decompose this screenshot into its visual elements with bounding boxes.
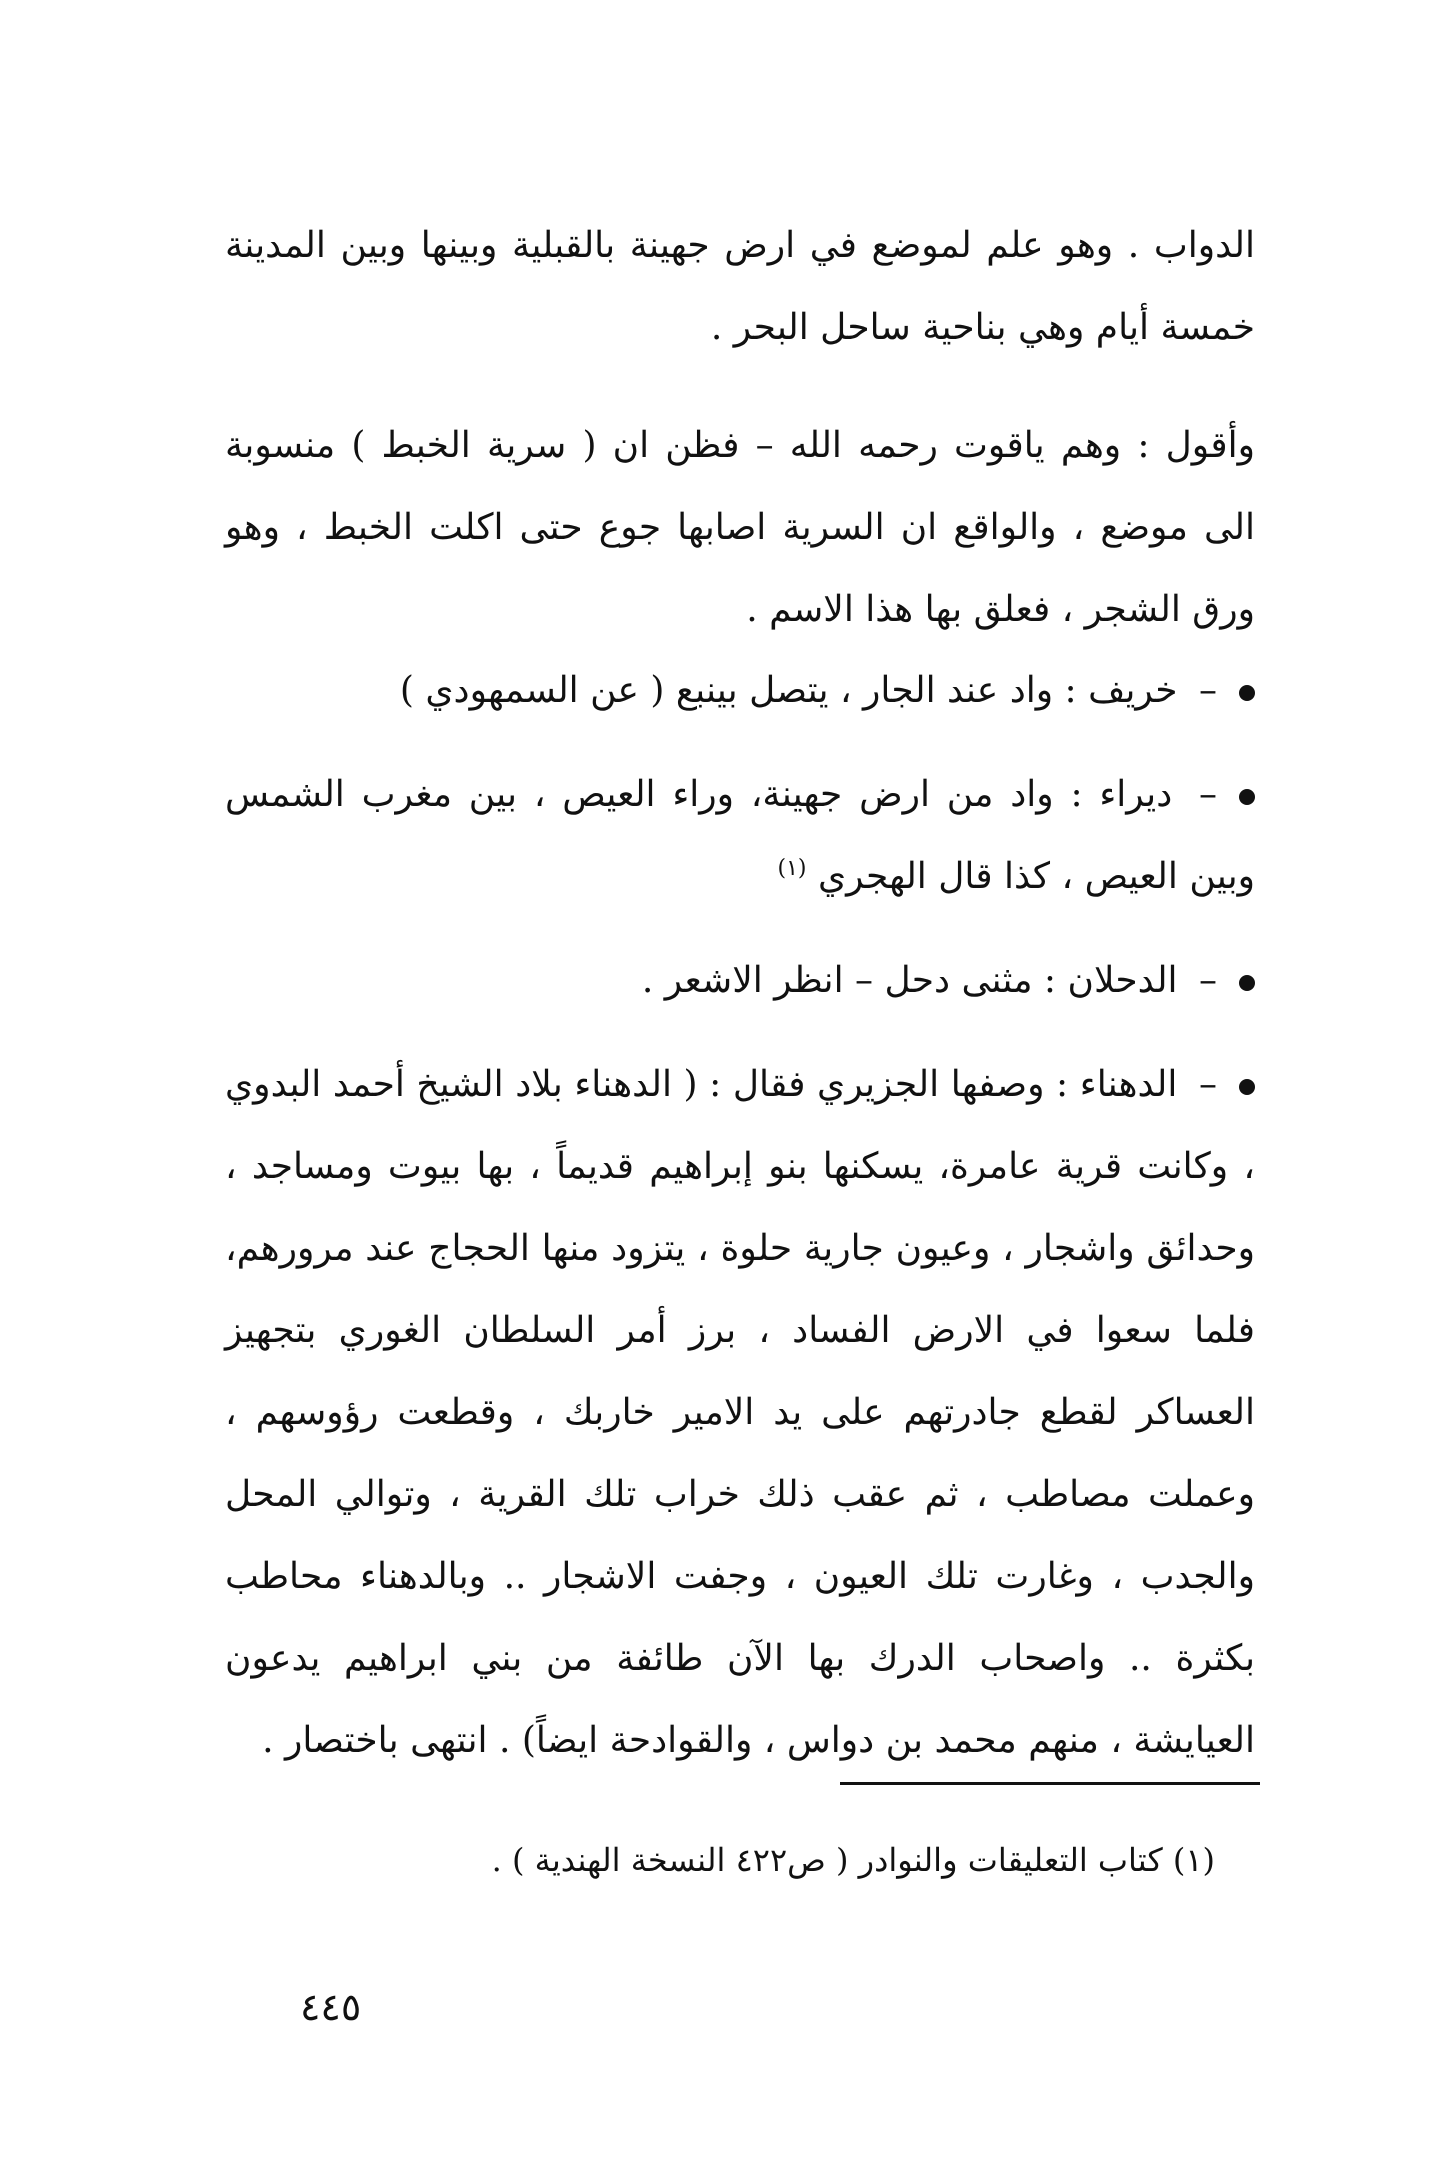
list-item — [225, 754, 1255, 918]
entry-text: : وصفها الجزيري فقال : ( الدهناء بلاد الشيخ أحمد البدوي ، وكانت قرية عامرة، يسكنها بنو إبراهيم قديماً ، بها بيوت ومساجد ، وحدائق واشجار ، وعيون جارية حلوة ، يتزود منها الحجاج عند مرورهم، فلما سعوا في الارض الفساد ، برز أمر السلطان الغوري بتجهيز العساكر لقطع جادرتهم على يد الامير خاربك ، وقطعت رؤوسهم ، وعملت مصاطب ، ثم عقب ذلك خراب تلك القرية ، وتوالي المحل والجدب ، وغارت تلك العيون ، وجفت الاشجار .. وبالدهناء محاطب بكثرة .. واصحاب الدرك بها الآن طائفة من بني ابراهيم يدعون العيايشة ، منهم محمد بن دواس ، والقوادحة ايضاً) . انتهى باختصار . — [225, 1064, 1255, 1761]
dash: – — [1199, 960, 1217, 1001]
bullet-icon — [1239, 975, 1255, 991]
footnote-text: (١) كتاب التعليقات والنوادر ( ص٤٢٢ النسخة الهندية ) . — [491, 1841, 1215, 1879]
entry-head: الدهناء — [1079, 1064, 1178, 1105]
footnote — [225, 1830, 1215, 1890]
entry-head: الدحلان — [1067, 960, 1178, 1001]
paragraph-text: وأقول : وهم ياقوت رحمه الله – فظن ان ( سرية الخبط ) منسوبة الى موضع ، والواقع ان السرية اصابها جوع حتى اكلت الخبط ، وهو ورق الشجر ، فعلق بها هذا الاسم . — [225, 425, 1255, 630]
list-item — [225, 1044, 1255, 1782]
footnote-ref[interactable]: (١) — [777, 856, 807, 881]
entry-text: : واد عند الجار ، يتصل بينبع ( عن السمهودي ) — [399, 670, 1077, 711]
body-paragraph — [225, 405, 1255, 651]
bullet-icon — [1239, 685, 1255, 701]
entry-text: : واد من ارض جهينة، وراء العيص ، بين مغرب الشمس وبين العيص ، كذا قال الهجري — [225, 774, 1255, 897]
entry-list — [225, 650, 1255, 1804]
dash: – — [1199, 1064, 1217, 1105]
bullet-icon — [1239, 1079, 1255, 1095]
dash: – — [1199, 670, 1217, 711]
footnote-divider — [840, 1782, 1260, 1785]
paragraph-text: الدواب . وهو علم لموضع في ارض جهينة بالقبلية وبينها وبين المدينة خمسة أيام وهي بناحية ساحل البحر . — [225, 225, 1255, 348]
page-number: ٤٤٥ — [300, 1985, 362, 2029]
dash: – — [1199, 774, 1218, 815]
entry-text: : مثنى دحل – انظر الاشعر . — [641, 960, 1057, 1001]
entry-head: ديراء — [1099, 774, 1173, 815]
body-paragraph — [225, 205, 1255, 369]
list-item — [225, 650, 1255, 732]
entry-head: خريف — [1088, 670, 1178, 711]
bullet-icon — [1239, 789, 1255, 805]
list-item — [225, 940, 1255, 1022]
